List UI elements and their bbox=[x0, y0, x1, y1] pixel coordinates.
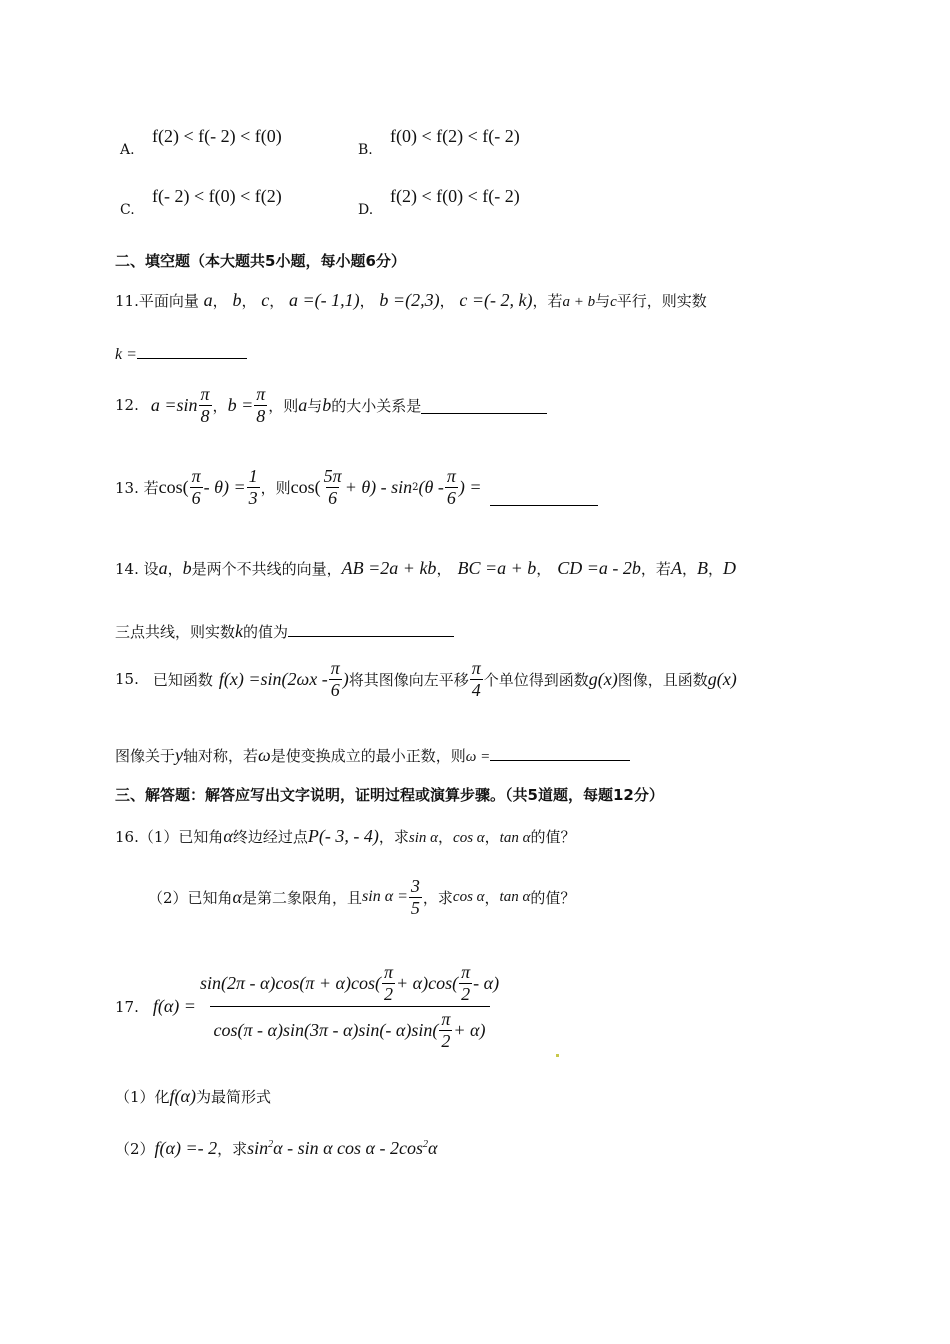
q13-pi-over-6: $\frac{\pi}{6}$ bbox=[191, 466, 201, 508]
q15-omega-eq: ω = bbox=[465, 749, 491, 765]
q16-three-fifths: $\frac{3}{5}$ bbox=[410, 876, 420, 918]
q16-cos-2: cos α bbox=[452, 888, 485, 905]
q13-text-1: ，则 bbox=[260, 478, 291, 497]
q13-answer-blank[interactable] bbox=[490, 489, 598, 506]
q15-line2c: 是使变换成立的最小正数，则 bbox=[270, 747, 466, 765]
q11-text-3: 与 bbox=[595, 292, 611, 310]
q15-text-2: 将其图像向左平移 bbox=[348, 670, 469, 689]
q14-D: D bbox=[722, 558, 736, 578]
option-b-label: B. bbox=[358, 142, 373, 158]
option-a-expr: f(2) < f(- 2) < f(0) bbox=[152, 126, 282, 146]
q16-tan-2: tan α bbox=[499, 888, 531, 905]
q12-text-2: 与 bbox=[307, 396, 323, 415]
q17-big-fraction bbox=[196, 962, 503, 1052]
q15-text-3: 个单位得到函数 bbox=[483, 670, 589, 689]
q15-pi-over-4: $\frac{\pi}{4}$ bbox=[471, 658, 481, 700]
question-16-part-2: （2）已知角 α 是第二象限角，且 sin α = $\frac{3}{5}$ ，求 cos α ， tan α 的值？ bbox=[148, 876, 576, 918]
section-2-heading: 二、填空题（本大题共5小题，每小题6分） bbox=[115, 252, 406, 270]
q16-sin: sin α bbox=[408, 830, 439, 846]
q11-b-def: b =(2,3) bbox=[379, 290, 440, 310]
q16-p2-text-c: ，求 bbox=[422, 888, 453, 907]
q11-vec-b: b bbox=[232, 290, 242, 310]
q13-theta-open: (θ - bbox=[418, 476, 444, 497]
option-a-label: A. bbox=[120, 142, 135, 158]
q16-p2-text-d: 的值？ bbox=[530, 888, 576, 907]
q13-plus-theta: + θ) - sin bbox=[344, 476, 413, 497]
q13-cos2-open: cos( bbox=[290, 476, 321, 497]
q13-close-eq: ) = bbox=[458, 476, 482, 497]
q15-line2b: 轴对称，若 bbox=[183, 747, 259, 765]
option-b-expr: f(0) < f(2) < f(- 2) bbox=[390, 126, 520, 146]
q13-square: 2 bbox=[412, 481, 419, 493]
option-d-label: D. bbox=[358, 202, 374, 218]
section-3-heading: 三、解答题：解答应写出文字说明，证明过程或演算步骤。（共5道题，每题12分） bbox=[115, 786, 664, 804]
q13-5pi-over-6: $\frac{5\pi}{6}$ bbox=[323, 466, 342, 508]
q16-cos: cos α bbox=[453, 830, 485, 846]
q12-answer-blank[interactable] bbox=[421, 397, 547, 414]
question-14: 14. 设a，b是两个不共线的向量，AB =2a + kb， BC =a + b， CD =a - 2b，若A，B，D bbox=[115, 558, 736, 578]
q15-answer-blank[interactable] bbox=[490, 744, 630, 761]
q11-text-4: 平行，则实数 bbox=[616, 292, 707, 310]
q14-line-2 bbox=[115, 620, 454, 642]
option-d-expr: f(2) < f(0) < f(- 2) bbox=[390, 186, 520, 206]
q15-text-1: 已知函数 bbox=[152, 670, 213, 689]
q15-g1: g(x) bbox=[588, 668, 618, 689]
q16-tan: tan α bbox=[499, 830, 531, 846]
q17-p1-text-a: （1）化 bbox=[115, 1088, 170, 1106]
q16-text-3: 的值？ bbox=[530, 828, 576, 846]
q16-text-1: 终边经过点 bbox=[232, 828, 308, 846]
q13-pi-over-6-b: $\frac{\pi}{6}$ bbox=[446, 466, 456, 508]
q14-A: A bbox=[670, 558, 682, 578]
q13-number: 13. 若 bbox=[115, 478, 159, 497]
q17-p2-text-a: （2） bbox=[115, 1140, 155, 1158]
q15-close: ) bbox=[342, 668, 349, 689]
q11-k-prefix: k = bbox=[115, 346, 137, 363]
q15-f-def: f(x) =sin(2ωx - bbox=[218, 668, 328, 689]
q13-cos-open: cos( bbox=[158, 476, 189, 497]
question-11: 11.平面向量 a， b， c， a =(- 1,1)， b =(2,3)， c =(- 2, k)，若a + b与c平行，则实数 bbox=[115, 290, 707, 310]
q14-answer-blank[interactable] bbox=[288, 620, 454, 637]
question-15 bbox=[115, 658, 737, 700]
q17-f-lhs: f(α) = bbox=[152, 996, 196, 1017]
q11-sum: a + b bbox=[562, 294, 596, 310]
q14-line2b-text: 的值为 bbox=[243, 623, 289, 641]
q15-number: 15. bbox=[115, 670, 139, 689]
q16-p2-text-b: 是第二象限角，且 bbox=[242, 888, 363, 907]
q16-text-2: ，求 bbox=[378, 828, 409, 846]
q11-vec-a: a bbox=[203, 290, 213, 310]
q14-B: B bbox=[696, 558, 708, 578]
q11-text-2: ，若 bbox=[532, 292, 563, 310]
q15-line2a: 图像关于 bbox=[115, 747, 176, 765]
q16-point: P(- 3, - 4) bbox=[307, 826, 379, 846]
decorative-dot bbox=[556, 1054, 559, 1057]
q12-a-lhs: a =sin bbox=[150, 394, 198, 415]
option-c-label: C. bbox=[120, 202, 135, 218]
q11-vec-c: c bbox=[261, 290, 270, 310]
q15-g2: g(x) bbox=[707, 668, 737, 689]
q14-bc: BC =a + b bbox=[457, 558, 537, 578]
question-16-part-1: 16.（1）已知角α终边经过点P(- 3, - 4)，求sin α，cos α，tan α的值？ bbox=[115, 826, 576, 846]
q11-text-1: 平面向量 bbox=[138, 292, 199, 310]
q11-c-arrow: c bbox=[610, 294, 617, 310]
q15-text-4: 图像，且函数 bbox=[617, 670, 708, 689]
q12-number: 12. bbox=[115, 396, 139, 415]
q17-denominator: cos(π - α)sin(3π - α)sin(- α)sin( $\frac{\pi}{2}$ + α) bbox=[210, 1006, 490, 1051]
q11-number: 11. bbox=[115, 292, 139, 310]
q12-text-1: ，则 bbox=[268, 396, 299, 415]
q16-alpha: α bbox=[223, 826, 233, 846]
question-13 bbox=[115, 466, 598, 508]
q12-b-lhs: b = bbox=[227, 394, 254, 415]
q17-numerator: sin(2π - α)cos(π + α)cos( $\frac{\pi}{2}$ + α)cos( $\frac{\pi}{2}$ - α) bbox=[199, 962, 500, 1004]
q14-text-1: 是两个不共线的向量， bbox=[191, 560, 342, 578]
option-c-expr: f(- 2) < f(0) < f(2) bbox=[152, 186, 282, 206]
q12-text-3: 的大小关系是 bbox=[331, 396, 422, 415]
q16-sin-eq: sin α = bbox=[362, 888, 408, 906]
q17-p1-f: f(α) bbox=[169, 1086, 196, 1106]
question-12: 12. a =sin $\frac{\pi}{8}$ ， b = $\frac{\pi}{8}$ ，则 a 与 b 的大小关系是 bbox=[115, 384, 547, 426]
q17-number: 17. bbox=[115, 997, 139, 1016]
q11-a-def: a =(- 1,1) bbox=[289, 290, 360, 310]
q17-p2-expr: $\sin^2\alpha$ - sin α cos α - $2\cos^2\alpha$ bbox=[247, 1138, 438, 1158]
q14-ab: AB =2a + kb bbox=[341, 558, 437, 578]
q14-b: b bbox=[182, 558, 192, 578]
q12-pi-over-8-a: $\frac{\pi}{8}$ bbox=[200, 384, 210, 426]
q14-number: 14. 设 bbox=[115, 560, 159, 578]
q11-c-def: c =(- 2, k) bbox=[459, 290, 533, 310]
q14-cd: CD =a - 2b bbox=[557, 558, 641, 578]
q14-a: a bbox=[158, 558, 168, 578]
q11-answer-line bbox=[115, 342, 247, 364]
q11-answer-blank[interactable] bbox=[137, 342, 247, 359]
q12-pi-over-8-b: $\frac{\pi}{8}$ bbox=[256, 384, 266, 426]
q13-minus-theta: - θ) = bbox=[203, 476, 246, 497]
q12-b: b bbox=[322, 394, 332, 415]
q15-omega: ω bbox=[258, 745, 271, 765]
q15-line-2 bbox=[115, 744, 630, 766]
q16-alpha-2: α bbox=[232, 886, 242, 907]
q17-part-1 bbox=[115, 1086, 271, 1107]
q15-pi-over-6: $\frac{\pi}{6}$ bbox=[330, 658, 340, 700]
q14-text-2: ，若 bbox=[640, 560, 671, 578]
q17-p2-f: f(α) =- 2 bbox=[154, 1138, 218, 1158]
q17-p2-text-b: ，求 bbox=[217, 1140, 248, 1158]
q17-part-2 bbox=[115, 1138, 437, 1159]
q17-p1-text-b: 为最简形式 bbox=[195, 1088, 271, 1106]
q16-number: 16.（1）已知角 bbox=[115, 828, 224, 846]
q16-p2-text-a: （2）已知角 bbox=[148, 888, 233, 907]
q14-line2-text: 三点共线，则实数 bbox=[115, 623, 236, 641]
q15-y: y bbox=[175, 745, 184, 765]
q14-k: k bbox=[235, 621, 244, 641]
q12-a: a bbox=[298, 394, 308, 415]
question-17 bbox=[115, 962, 503, 1052]
q13-one-third: $\frac{1}{3}$ bbox=[248, 466, 258, 508]
